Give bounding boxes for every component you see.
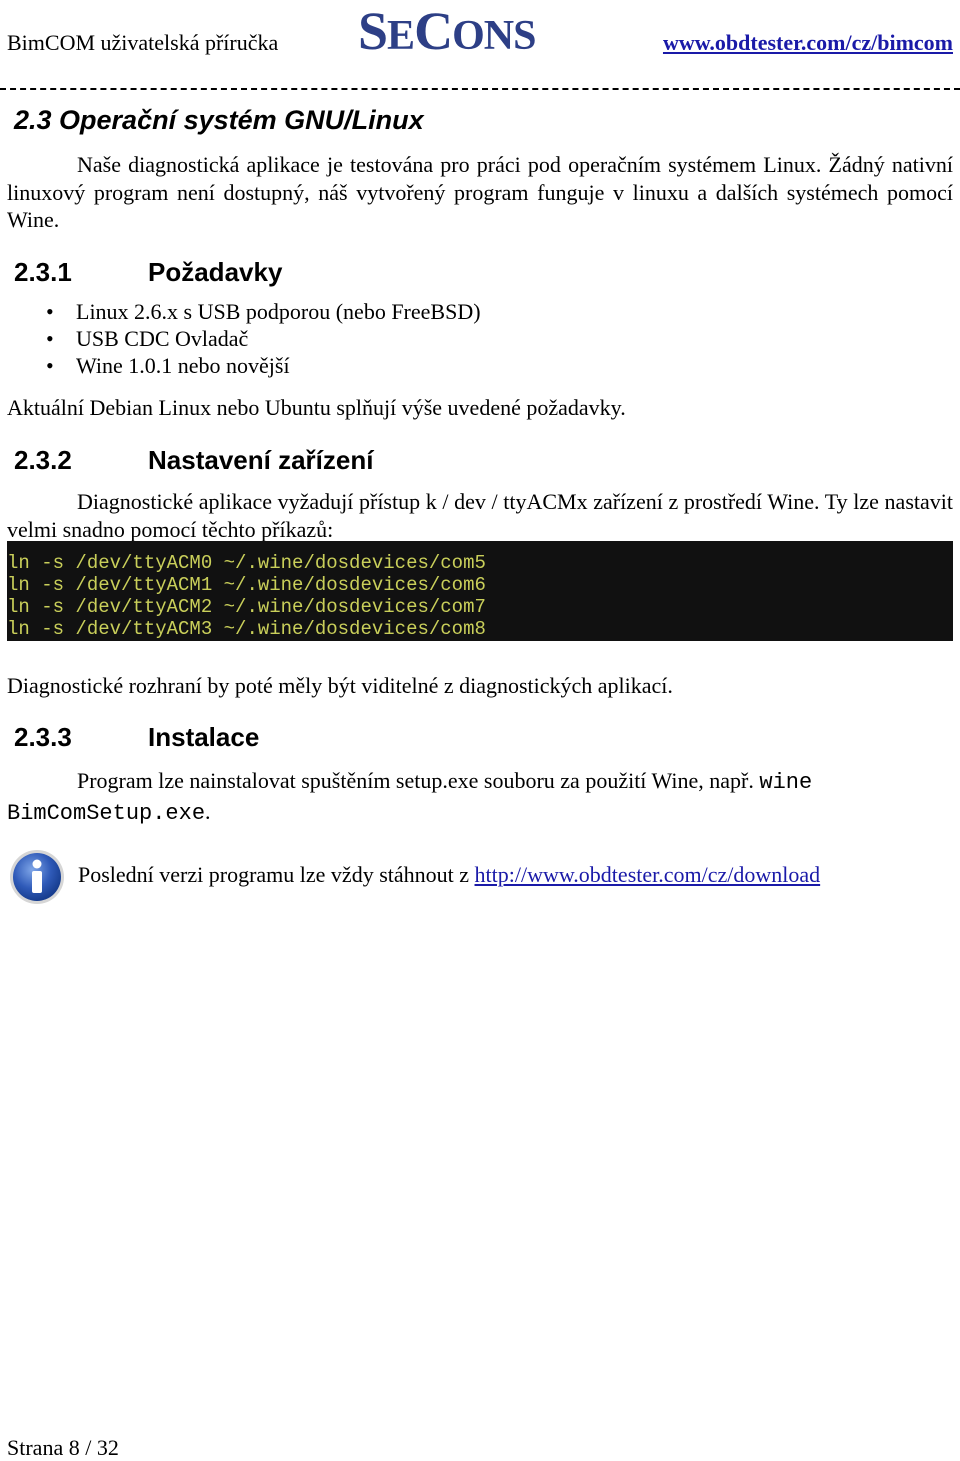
bullet-icon: • bbox=[46, 353, 54, 378]
terminal-line: ln -s /dev/ttyACM1 ~/.wine/dosdevices/com6 bbox=[7, 574, 486, 596]
header-title: BimCOM uživatelská příručka bbox=[7, 30, 279, 55]
setup-heading bbox=[14, 445, 373, 476]
requirements-note: Aktuální Debian Linux nebo Ubuntu splňují výše uvedené požadavky. bbox=[7, 395, 626, 420]
page-number: Strana 8 / 32 bbox=[7, 1435, 119, 1460]
install-title: Instalace bbox=[148, 722, 260, 752]
bullet-icon: • bbox=[46, 326, 54, 351]
requirements-number: 2.3.1 bbox=[14, 257, 72, 287]
terminal-line: ln -s /dev/ttyACM2 ~/.wine/dosdevices/com7 bbox=[7, 596, 486, 618]
header-divider bbox=[0, 88, 960, 90]
setup-after: Diagnostické rozhraní by poté měly být viditelné z diagnostických aplikací. bbox=[7, 673, 673, 698]
secons-logo: SECONS bbox=[358, 1, 536, 61]
setup-text: Diagnostické aplikace vyžadují přístup k / dev / ttyACMx zařízení z prostředí Wine. Ty lze nastavit velmi snadno pomocí těchto příkazů: bbox=[7, 489, 953, 542]
list-item: • Wine 1.0.1 nebo novější bbox=[46, 353, 290, 378]
install-text: Program lze nainstalovat spuštěním setup.exe souboru za použití Wine, např. wine BimComSetup.exe. bbox=[7, 768, 813, 826]
requirements-list bbox=[0, 298, 481, 379]
install-heading bbox=[14, 722, 259, 753]
info-text: Poslední verzi programu lze vždy stáhnout z http://www.obdtester.com/cz/download bbox=[78, 862, 821, 887]
requirements-heading bbox=[14, 257, 282, 288]
terminal-block bbox=[7, 541, 953, 641]
install-command: wine BimComSetup.exe bbox=[7, 770, 813, 826]
section-heading: 2.3 Operační systém GNU/Linux bbox=[14, 105, 424, 135]
header-link[interactable]: www.obdtester.com/cz/bimcom bbox=[662, 30, 953, 55]
bullet-icon: • bbox=[46, 299, 54, 324]
requirements-title: Požadavky bbox=[148, 257, 283, 287]
download-link[interactable]: http://www.obdtester.com/cz/download bbox=[474, 862, 821, 887]
section-intro: Naše diagnostická aplikace je testována pro práci pod operačním systémem Linux. Žádný nativní linuxový program není dostupný, náš vytvořený program funguje v linuxu a dalších systémech pomocí Wine. bbox=[7, 152, 953, 232]
setup-number: 2.3.2 bbox=[14, 445, 72, 475]
info-icon bbox=[7, 847, 67, 907]
setup-title: Nastavení zařízení bbox=[148, 445, 374, 475]
terminal-line: ln -s /dev/ttyACM0 ~/.wine/dosdevices/com5 bbox=[7, 552, 486, 574]
install-number: 2.3.3 bbox=[14, 722, 72, 752]
list-item: • Linux 2.6.x s USB podporou (nebo FreeBSD) bbox=[46, 299, 481, 324]
terminal-line: ln -s /dev/ttyACM3 ~/.wine/dosdevices/com8 bbox=[7, 618, 486, 640]
list-item: • USB CDC Ovladač bbox=[46, 326, 249, 351]
